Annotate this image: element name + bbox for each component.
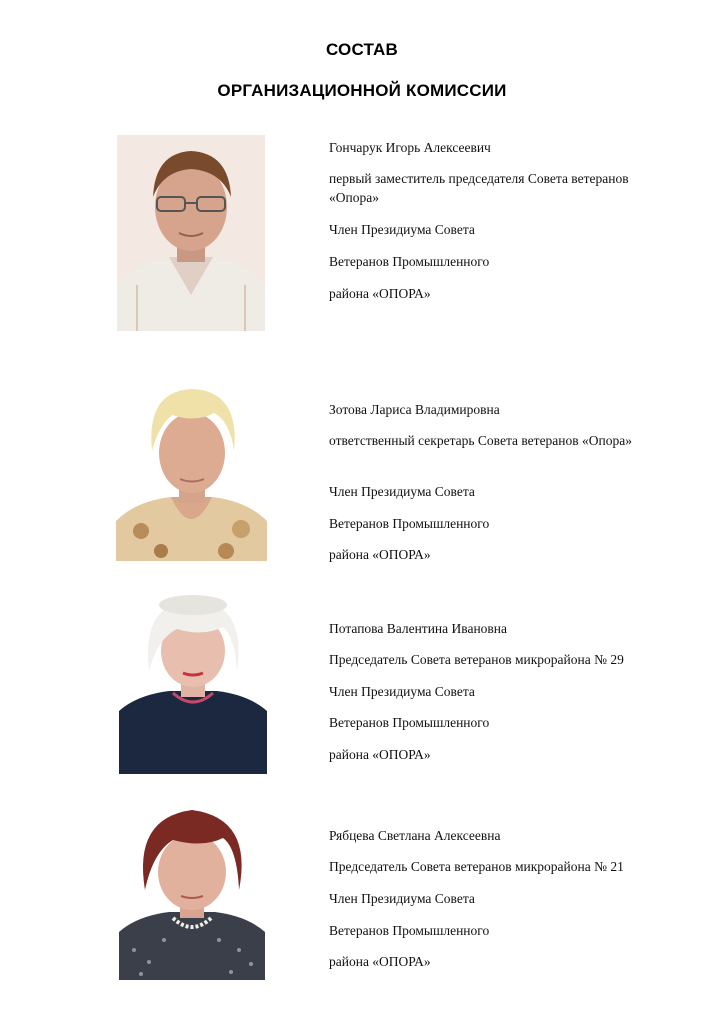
member-role-line-3: района «ОПОРА»	[329, 547, 431, 562]
member-photo-1	[117, 135, 265, 331]
member-role-line-3: района «ОПОРА»	[329, 954, 431, 969]
member-role-line-1: Член Президиума Совета	[329, 484, 475, 499]
member-photo-3	[119, 593, 267, 774]
member-role-line-1: Член Президиума Совета	[329, 684, 475, 699]
member-name: Гончарук Игорь Алексеевич	[329, 140, 491, 155]
member-role-line-3: района «ОПОРА»	[329, 747, 431, 762]
member-role-line-3: района «ОПОРА»	[329, 286, 431, 301]
member-position: первый заместитель председателя Совета ветеранов «Опора»	[329, 171, 629, 205]
member-position: Председатель Совета ветеранов микрорайона № 21	[329, 859, 624, 874]
title-line-1: СОСТАВ	[326, 40, 398, 59]
member-photo-4	[119, 800, 265, 980]
member-role-line-1: Член Президиума Совета	[329, 891, 475, 906]
member-role-line-2: Ветеранов Промышленного	[329, 715, 490, 730]
member-role-line-2: Ветеранов Промышленного	[329, 254, 490, 269]
member-role-line-1: Член Президиума Совета	[329, 222, 475, 237]
member-role-line-2: Ветеранов Промышленного	[329, 923, 490, 938]
member-position: Председатель Совета ветеранов микрорайона № 29	[329, 652, 624, 667]
member-position: ответственный секретарь Совета ветеранов «Опора»	[329, 433, 632, 448]
member-role-line-2: Ветеранов Промышленного	[329, 516, 490, 531]
title-line-2: ОРГАНИЗАЦИОННОЙ КОМИССИИ	[217, 81, 507, 100]
member-name: Потапова Валентина Ивановна	[329, 621, 508, 636]
member-name: Рябцева Светлана Алексеевна	[329, 828, 501, 843]
member-photo-2	[116, 381, 267, 561]
member-name: Зотова Лариса Владимировна	[329, 402, 500, 417]
